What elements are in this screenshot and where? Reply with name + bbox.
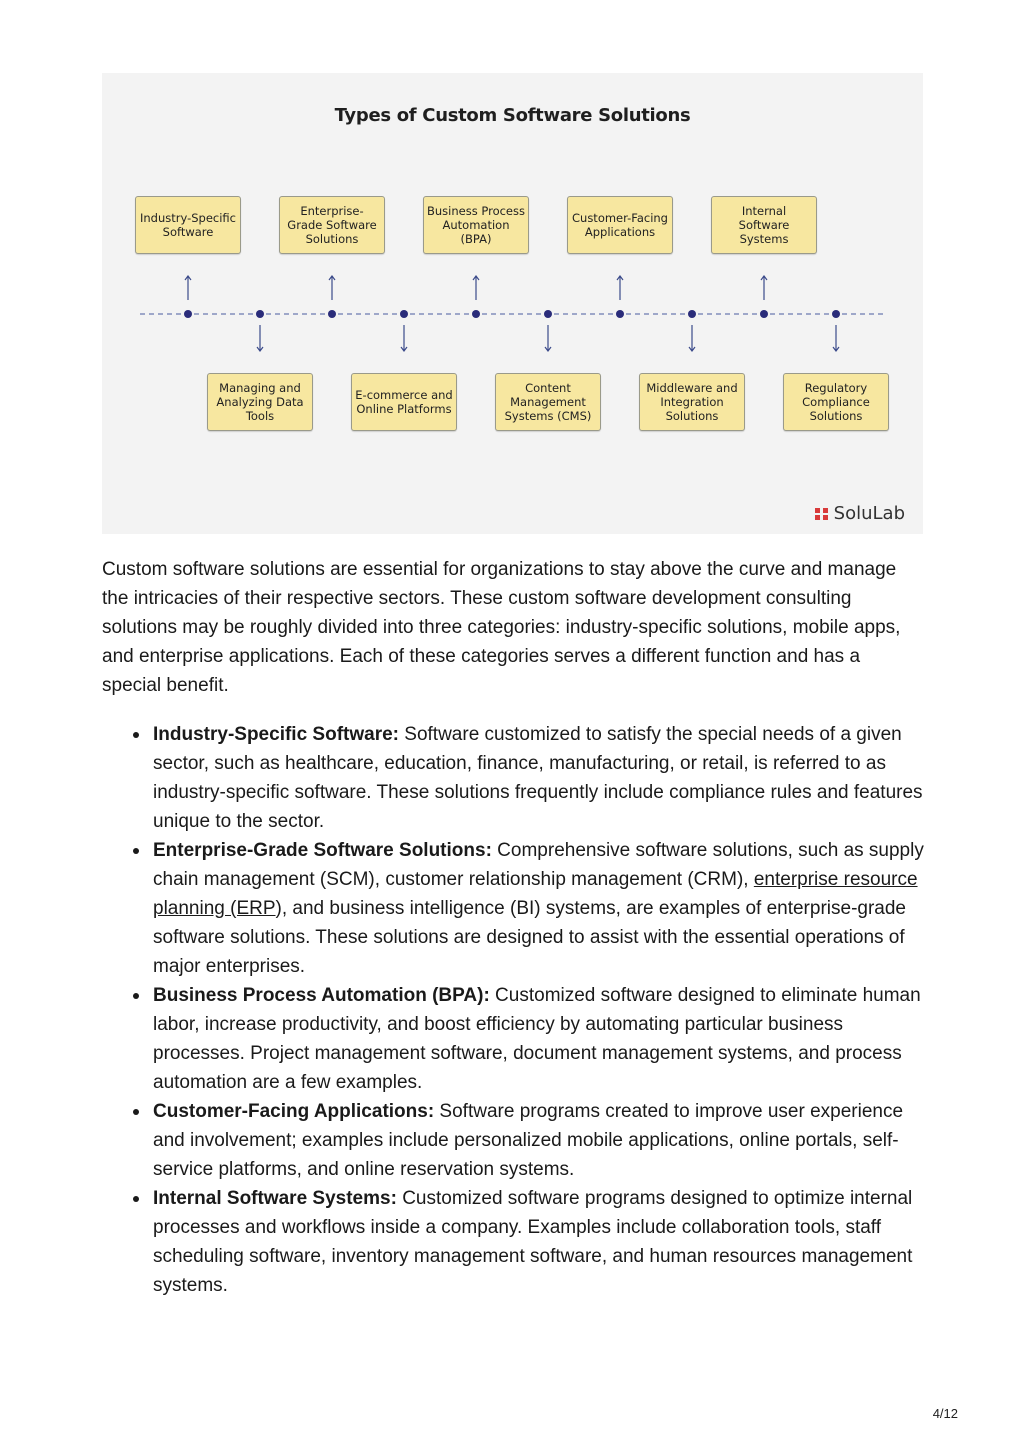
list-item-term: Customer-Facing Applications: <box>153 1101 435 1122</box>
timeline-dot <box>400 310 408 318</box>
timeline-dot <box>184 310 192 318</box>
arrow-down-icon <box>833 325 839 351</box>
intro-paragraph: Custom software solutions are essential for organizations to stay above the curve and manage the intricacies of their respective sectors. These custom software development consulting solutions may be roughly divided into three categories: industry-specific solutions, mobile apps, and enterprise applications. Each of these categories serves a different function and has a special benefit. <box>102 559 901 696</box>
list-item-term: Business Process Automation (BPA): <box>153 985 490 1006</box>
bottom-node-regulatory: Regulatory Compliance Solutions <box>783 373 889 431</box>
diagram-figure <box>102 73 923 534</box>
list-item-text: Customized software designed to eliminate human labor, increase productivity, and boost efficiency by automating particular business processes. Project management software, document management systems, and process automation are a few examples. <box>153 985 921 1093</box>
arrow-down-icon <box>257 325 263 351</box>
arrow-down-icon <box>545 325 551 351</box>
timeline-dot <box>256 310 264 318</box>
top-node-enterprise-grade: Enterprise- Grade Software Solutions <box>279 196 385 254</box>
list-item <box>102 720 924 836</box>
list-item-text: Customized software programs designed to optimize internal processes and workflows inside a company. Examples include collaboration tools, staff scheduling software, inventory management software, and human resources management systems. <box>153 1188 913 1296</box>
arrow-up-icon <box>329 276 335 300</box>
arrow-down-icon <box>689 325 695 351</box>
timeline-dot <box>472 310 480 318</box>
bottom-node-middleware: Middleware and Integration Solutions <box>639 373 745 431</box>
timeline-dot <box>760 310 768 318</box>
logo-text: SoluLab <box>833 503 905 524</box>
top-node-industry-specific: Industry-Specific Software <box>135 196 241 254</box>
timeline-dot <box>832 310 840 318</box>
arrow-up-icon <box>761 276 767 300</box>
list-item-text: Software customized to satisfy the special needs of a given sector, such as healthcare, education, finance, manufacturing, or retail, is referred to as industry-specific software. These solutions frequently include compliance rules and features unique to the sector. <box>153 724 923 832</box>
solutions-list <box>102 720 924 1300</box>
arrow-down-icon <box>401 325 407 351</box>
solulab-logo-icon <box>814 506 830 522</box>
timeline-dot <box>328 310 336 318</box>
list-item <box>102 836 924 981</box>
list-item <box>102 1184 924 1300</box>
diagram-title: Types of Custom Software Solutions <box>334 105 691 126</box>
page-number: 4/12 <box>932 1406 958 1421</box>
timeline-graphic <box>102 73 923 534</box>
solulab-logo <box>814 503 905 524</box>
list-item <box>102 981 924 1097</box>
top-node-internal-software: Internal Software Systems <box>711 196 817 254</box>
list-item-text: Comprehensive software solutions, such as supply chain management (SCM), customer relationship management (CRM), <box>153 840 924 890</box>
erp-link[interactable]: enterprise resource planning (ERP <box>153 869 918 919</box>
top-node-customer-facing: Customer-Facing Applications <box>567 196 673 254</box>
list-item-text: Software programs created to improve user experience and involvement; examples include personalized mobile applications, online portals, self-service platforms, and online reservation systems. <box>153 1101 904 1180</box>
arrow-up-icon <box>473 276 479 300</box>
bottom-node-ecommerce: E-commerce and Online Platforms <box>351 373 457 431</box>
arrow-up-icon <box>617 276 623 300</box>
timeline-dot <box>688 310 696 318</box>
bottom-node-cms: Content Management Systems (CMS) <box>495 373 601 431</box>
top-node-bpa: Business Process Automation (BPA) <box>423 196 529 254</box>
list-item-term: Industry-Specific Software: <box>153 724 399 745</box>
list-item-term: Enterprise-Grade Software Solutions: <box>153 840 492 861</box>
timeline-dot <box>544 310 552 318</box>
list-item <box>102 1097 924 1184</box>
arrow-up-icon <box>185 276 191 300</box>
bottom-node-data-tools: Managing and Analyzing Data Tools <box>207 373 313 431</box>
list-item-text: ), and business intelligence (BI) systems, are examples of enterprise-grade software solutions. These solutions are designed to assist with the essential operations of major enterprises. <box>153 898 906 977</box>
list-item-term: Internal Software Systems: <box>153 1188 397 1209</box>
timeline-dot <box>616 310 624 318</box>
